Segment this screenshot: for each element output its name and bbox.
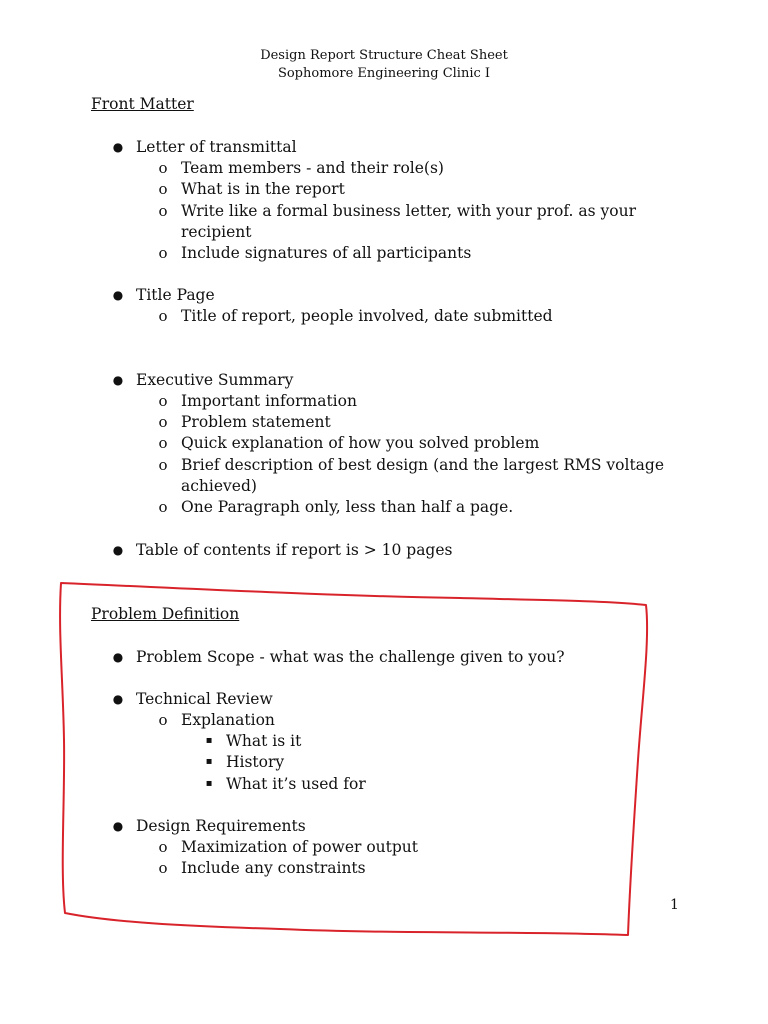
- bullet-icon: ●: [112, 140, 124, 154]
- circle-bullet-icon: o: [158, 392, 168, 410]
- circle-bullet-icon: o: [158, 159, 168, 177]
- list-item: What is in the report: [181, 180, 345, 198]
- list-item: Explanation: [181, 711, 275, 729]
- list-item-continuation: achieved): [181, 477, 257, 495]
- problem-definition-heading: Problem Definition: [91, 605, 240, 623]
- list-item: Team members - and their role(s): [181, 159, 444, 177]
- circle-bullet-icon: o: [158, 202, 168, 220]
- circle-bullet-icon: o: [158, 711, 168, 729]
- square-bullet-icon: ▪: [205, 735, 213, 746]
- bullet-icon: ●: [112, 650, 124, 664]
- circle-bullet-icon: o: [158, 456, 168, 474]
- list-item-continuation: recipient: [181, 223, 252, 241]
- square-bullet-icon: ▪: [205, 756, 213, 767]
- square-bullet-icon: ▪: [205, 778, 213, 789]
- circle-bullet-icon: o: [158, 838, 168, 856]
- list-item: One Paragraph only, less than half a page.: [181, 498, 514, 516]
- circle-bullet-icon: o: [158, 859, 168, 877]
- list-item: Design Requirements: [136, 817, 306, 835]
- front-matter-heading: Front Matter: [91, 95, 194, 113]
- list-item: Problem Scope - what was the challenge given to you?: [136, 648, 565, 666]
- bullet-icon: ●: [112, 543, 124, 557]
- list-item: Title Page: [136, 286, 215, 304]
- list-item: Title of report, people involved, date submitted: [181, 307, 553, 325]
- list-item: Quick explanation of how you solved problem: [181, 434, 540, 452]
- list-item: Include any constraints: [181, 859, 366, 877]
- list-item: Write like a formal business letter, with your prof. as your: [181, 202, 637, 220]
- list-item: Letter of transmittal: [136, 138, 297, 156]
- list-item: Maximization of power output: [181, 838, 419, 856]
- bullet-icon: ●: [112, 692, 124, 706]
- circle-bullet-icon: o: [158, 180, 168, 198]
- circle-bullet-icon: o: [158, 244, 168, 262]
- bullet-icon: ●: [112, 819, 124, 833]
- document-title: Design Report Structure Cheat Sheet: [260, 48, 508, 63]
- circle-bullet-icon: o: [158, 434, 168, 452]
- circle-bullet-icon: o: [158, 498, 168, 516]
- circle-bullet-icon: o: [158, 413, 168, 431]
- bullet-icon: ●: [112, 373, 124, 387]
- list-item: Brief description of best design (and the largest RMS voltage: [181, 456, 665, 474]
- list-item: Include signatures of all participants: [181, 244, 472, 262]
- list-item: What is it: [226, 732, 302, 750]
- list-item: Table of contents if report is > 10 pages: [136, 541, 453, 559]
- document-subtitle: Sophomore Engineering Clinic I: [277, 66, 491, 81]
- list-item: Problem statement: [181, 413, 331, 431]
- list-item: Important information: [181, 392, 357, 410]
- list-item: Executive Summary: [136, 371, 294, 389]
- bullet-icon: ●: [112, 288, 124, 302]
- list-item: Technical Review: [136, 690, 273, 708]
- page-number: 1: [670, 897, 679, 913]
- circle-bullet-icon: o: [158, 307, 168, 325]
- list-item: What it’s used for: [226, 775, 366, 793]
- list-item: History: [226, 753, 285, 771]
